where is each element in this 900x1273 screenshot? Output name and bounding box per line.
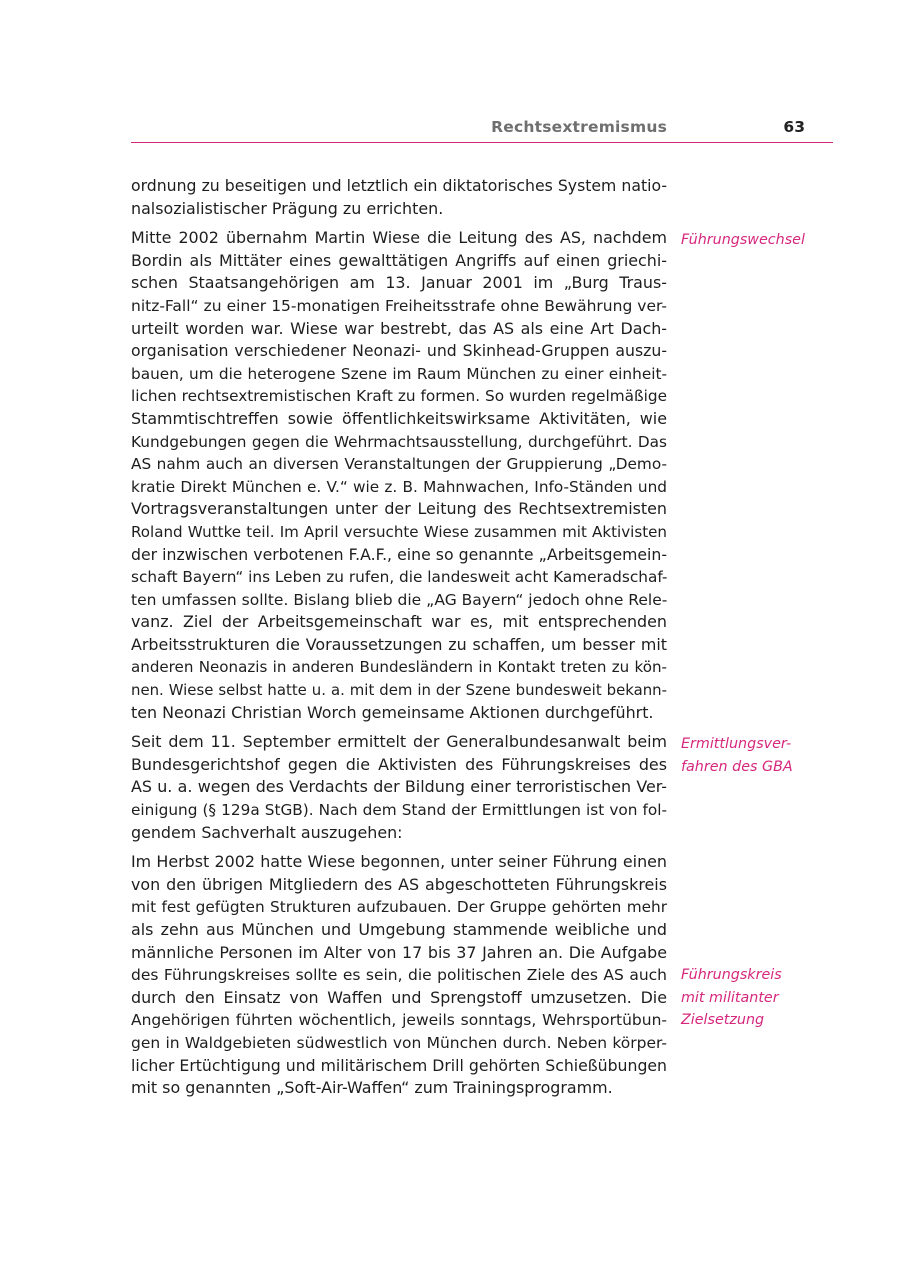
margin-note-line: Zielsetzung (681, 1012, 765, 1029)
margin-note-leadership-change (681, 229, 821, 252)
text-line: Roland Wuttke teil. Im April versuchte Wiese zusammen mit Aktivisten (131, 522, 667, 541)
text-line: Stammtischtreffen sowie öffentlichkeitswirksame Aktivitäten, wie (131, 408, 667, 428)
page-number: 63 (783, 118, 805, 136)
text-line: der inzwischen verbotenen F.A.F., eine so genannte „Arbeitsgemein- (131, 544, 667, 564)
body-text (131, 175, 667, 1107)
paragraph (131, 851, 667, 1100)
text-line: AS nahm auch an diversen Veranstaltungen der Gruppierung „Demo- (131, 455, 667, 474)
text-line: lichen rechtsextremistischen Kraft zu formen. So wurden regelmäßige (131, 387, 667, 406)
text-line: von den übrigen Mitgliedern des AS abgeschotteten Führungskreis (131, 874, 667, 894)
text-line: mit fest gefügten Strukturen aufzubauen. Der Gruppe gehörten mehr (131, 898, 667, 917)
text-line: bauen, um die heterogene Szene im Raum München zu einer einheit- (131, 364, 667, 383)
text-line: schen Staatsangehörigen am 13. Januar 2001 im „Burg Traus- (131, 273, 667, 293)
text-line: mit so genannten „Soft-Air-Waffen“ zum Trainingsprogramm. (131, 1078, 613, 1098)
text-line: gen in Waldgebieten südwestlich von München durch. Neben körper- (131, 1033, 667, 1052)
margin-note-line: fahren des GBA (681, 758, 793, 775)
text-line: gendem Sachverhalt auszugehen: (131, 822, 403, 842)
text-line: Kundgebungen gegen die Wehrmachtsausstellung, durchgeführt. Das (131, 432, 667, 451)
text-line: schaft Bayern“ ins Leben zu rufen, die landesweit acht Kameradschaf- (131, 568, 668, 587)
text-line: Bundesgerichtshof gegen die Aktivisten des Führungskreises des (131, 754, 667, 774)
text-line: des Führungskreises sollte es sein, die politischen Ziele des AS auch (131, 966, 667, 985)
text-line: Seit dem 11. September ermittelt der Generalbundesanwalt beim (131, 732, 667, 752)
text-line: anderen Neonazis in anderen Bundesländern in Kontakt treten zu kön- (131, 658, 667, 677)
text-line: Im Herbst 2002 hatte Wiese begonnen, unter seiner Führung einen (131, 852, 667, 872)
text-line: einigung (§ 129a StGB). Nach dem Stand der Ermittlungen ist von fol- (131, 801, 667, 820)
text-line: ten Neonazi Christian Worch gemeinsame Aktionen durchgeführt. (131, 702, 654, 722)
text-line: als zehn aus München und Umgebung stammende weibliche und (131, 920, 667, 939)
text-line: AS u. a. wegen des Verdachts der Bildung einer terroristischen Ver- (131, 777, 667, 797)
text-line: kratie Direkt München e. V.“ wie z. B. Mahnwachen, Info-Ständen und (131, 477, 667, 496)
text-line: Arbeitsstrukturen die Voraussetzungen zu schaffen, um besser mit (131, 634, 667, 654)
text-line: männliche Personen im Alter von 17 bis 37 Jahren an. Die Aufgabe (131, 942, 667, 962)
paragraph (131, 227, 667, 724)
text-line: urteilt worden war. Wiese war bestrebt, das AS als eine Art Dach- (131, 318, 667, 338)
text-line: ordnung zu beseitigen und letztlich ein diktatorisches System natio- (131, 176, 667, 195)
margin-note-militant-leadership (681, 964, 821, 1032)
text-line: ten umfassen sollte. Bislang blieb die „AG Bayern“ jedoch ohne Rele- (131, 590, 668, 609)
text-line: organisation verschiedener Neonazi- und Skinhead-Gruppen auszu- (131, 341, 667, 361)
text-line: Mitte 2002 übernahm Martin Wiese die Leitung des AS, nachdem (131, 228, 667, 248)
text-line: nitz-Fall“ zu einer 15-monatigen Freiheitsstrafe ohne Bewährung ver- (131, 296, 667, 315)
text-line: vanz. Ziel der Arbeitsgemeinschaft war es, mit entsprechenden (131, 612, 667, 632)
margin-note-line: Führungskreis (681, 967, 782, 983)
margin-note-investigation (681, 733, 821, 778)
margin-note-line: mit militanter (681, 989, 779, 1006)
margin-note-line: Ermittlungsver- (681, 736, 792, 752)
text-line: Vortragsveranstaltungen unter der Leitung des Rechtsextremisten (131, 499, 667, 519)
section-title: Rechtsextremismus (491, 118, 667, 136)
margin-note-line: Führungswechsel (681, 232, 805, 248)
running-header (131, 112, 833, 143)
text-line: licher Ertüchtigung und militärischem Drill gehörten Schießübungen (131, 1055, 667, 1075)
text-line: Angehörigen führten wöchentlich, jeweils sonntags, Wehrsportübun- (131, 1011, 667, 1030)
text-line: nalsozialistischer Prägung zu errichten. (131, 198, 444, 218)
text-line: nen. Wiese selbst hatte u. a. mit dem in der Szene bundesweit bekann- (131, 681, 667, 700)
text-line: durch den Einsatz von Waffen und Sprengstoff umzusetzen. Die (131, 987, 667, 1007)
text-line: Bordin als Mittäter eines gewalttätigen Angriffs auf einen griechi- (131, 250, 667, 270)
paragraph (131, 175, 667, 220)
paragraph (131, 731, 667, 844)
